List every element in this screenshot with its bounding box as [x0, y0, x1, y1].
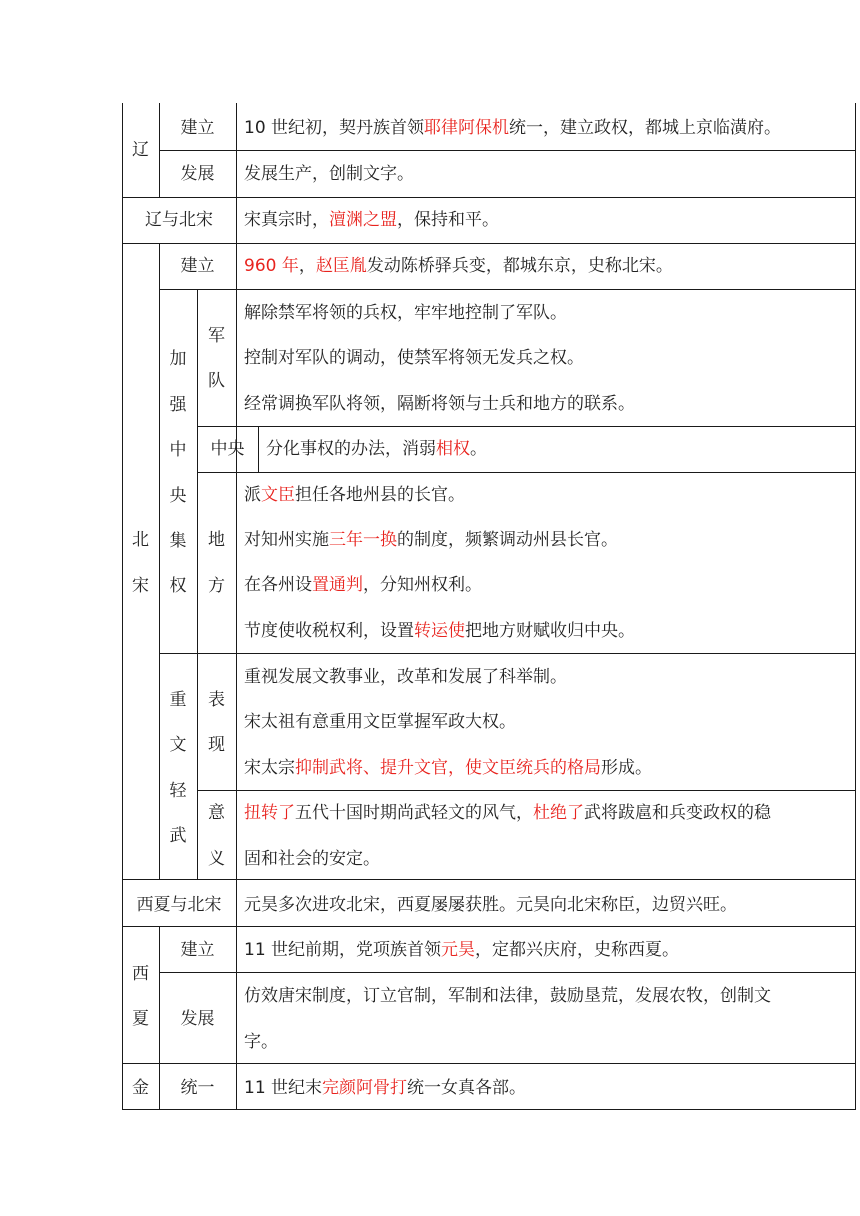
text-segment: 五代十国时期尚武轻文的风气，	[295, 803, 533, 823]
zhongyang-label: 中央	[210, 439, 245, 459]
beisong-label-1: 北	[132, 530, 149, 550]
liao-song-label: 辽与北宋	[145, 210, 213, 230]
text-segment: 宋太宗	[244, 758, 295, 778]
jin-tongyi-label: 统一	[180, 1078, 215, 1098]
zhongwen-char: 重	[169, 690, 187, 710]
jin-text	[244, 1078, 526, 1098]
highlight-text: 三年一换	[329, 530, 397, 550]
difang-line-2	[244, 530, 618, 550]
biaoxian-line-2: 宋太祖有意重用文臣掌握军政大权。	[244, 712, 516, 732]
beisong-jianli-label: 建立	[180, 256, 215, 276]
col-line-3	[258, 426, 259, 472]
table-border-right	[855, 103, 856, 1110]
text-segment: 11 世纪前期，党项族首领	[244, 940, 442, 960]
highlight-text: 杜绝了	[533, 803, 584, 823]
text-segment: ，保持和平。	[397, 210, 499, 230]
row-line	[197, 472, 856, 473]
text-segment: 的制度，频繁调动州县长官。	[397, 530, 618, 550]
text-segment: 对知州实施	[244, 530, 329, 550]
xixia-jianli-text	[244, 940, 679, 960]
difang-char: 地	[208, 530, 225, 550]
row-line	[197, 790, 856, 791]
row-line	[122, 926, 856, 927]
biaoxian-line-1: 重视发展文教事业，改革和发展了科举制。	[244, 667, 567, 687]
yiyi-line-2: 固和社会的安定。	[244, 849, 380, 869]
row-line	[159, 150, 856, 151]
liao-label: 辽	[132, 140, 149, 160]
row-line	[122, 1063, 856, 1064]
zhongwen-char: 文	[169, 735, 187, 755]
col-line-main	[236, 103, 237, 1110]
text-segment: 节度使收税权利，设置	[244, 621, 414, 641]
highlight-text: 文臣	[261, 485, 295, 505]
highlight-text: 澶渊之盟	[329, 210, 397, 230]
text-segment: 派	[244, 485, 261, 505]
biaoxian-char: 表	[208, 690, 225, 710]
row-line	[159, 972, 856, 973]
highlight-text: 赵匡胤	[315, 256, 367, 276]
xixia-fazhan-line-2: 字。	[244, 1032, 278, 1052]
text-segment: 宋真宗时，	[244, 210, 329, 230]
difang-char: 方	[208, 576, 225, 596]
highlight-text: 置通判	[312, 575, 363, 595]
xixia-label-1: 西	[132, 964, 149, 984]
xixia-song-label: 西夏与北宋	[136, 895, 222, 915]
liao-jianli-label: 建立	[180, 118, 215, 138]
text-segment: 形成。	[601, 758, 652, 778]
row-line	[122, 879, 856, 880]
xixia-song-text: 元昊多次进攻北宋，西夏屡屡获胜。元昊向北宋称臣，边贸兴旺。	[244, 895, 737, 915]
text-segment: 在各州设	[244, 575, 312, 595]
jiaqiang-char: 权	[169, 576, 187, 596]
jiaqiang-char: 强	[169, 395, 187, 415]
highlight-text: 相权	[436, 439, 470, 459]
yiyi-line-1	[244, 803, 771, 823]
jiaqiang-char: 加	[169, 349, 187, 369]
zhongwen-char: 轻	[169, 781, 187, 801]
xixia-fazhan-line-1: 仿效唐宋制度，订立官制，军制和法律，鼓励垦荒，发展农牧，创制文	[244, 986, 771, 1006]
liao-fazhan-label: 发展	[180, 164, 215, 184]
text-segment: 11 世纪末	[244, 1078, 323, 1098]
row-line	[122, 243, 856, 244]
xixia-label-2: 夏	[132, 1009, 149, 1029]
row-line	[159, 289, 856, 290]
jundui-line-1: 解除禁军将领的兵权，牢牢地控制了军队。	[244, 303, 567, 323]
text-segment: 10 世纪初，契丹族首领	[244, 118, 425, 138]
beisong-jianli-text	[244, 256, 673, 276]
row-line	[159, 653, 856, 654]
table-border-left	[122, 103, 123, 1110]
zhongwen-char: 武	[169, 826, 187, 846]
jiaqiang-char: 央	[169, 486, 187, 506]
liao-song-text	[244, 210, 499, 230]
jiaqiang-char: 中	[169, 440, 187, 460]
highlight-text: 转运使	[414, 621, 465, 641]
text-segment: 统一，建立政权，都城上京临潢府。	[509, 118, 782, 138]
highlight-text: 抑制武将、提升文官，使文臣统兵的格局	[295, 758, 601, 778]
beisong-label-2: 宋	[132, 576, 149, 596]
biaoxian-char: 现	[208, 735, 225, 755]
liao-fazhan-text: 发展生产，创制文字。	[244, 164, 414, 184]
text-segment: 武将跋扈和兵变政权的稳	[584, 803, 771, 823]
highlight-text: 扭转了	[244, 803, 295, 823]
text-segment: 。	[470, 439, 487, 459]
jiaqiang-char: 集	[169, 531, 187, 551]
biaoxian-line-3	[244, 758, 652, 778]
text-segment: ，	[298, 256, 316, 276]
table-border-bottom	[122, 1109, 856, 1110]
difang-line-3	[244, 575, 482, 595]
jundui-char: 军	[208, 326, 225, 346]
text-segment: 分化事权的办法，消弱	[266, 439, 436, 459]
liao-jianli-text	[244, 118, 781, 138]
jundui-line-3: 经常调换军队将领，隔断将领与士兵和地方的联系。	[244, 394, 635, 414]
xixia-fazhan-label: 发展	[180, 1009, 215, 1029]
text-segment: 把地方财赋收归中央。	[465, 621, 635, 641]
row-line	[197, 426, 856, 427]
text-segment: ，分知州权利。	[363, 575, 482, 595]
row-line	[122, 197, 856, 198]
jin-label: 金	[132, 1078, 149, 1098]
text-segment: 发动陈桥驿兵变，都城东京，史称北宋。	[366, 256, 673, 276]
xixia-jianli-label: 建立	[180, 940, 215, 960]
yiyi-char: 意	[208, 803, 225, 823]
text-segment: 担任各地州县的长官。	[295, 485, 465, 505]
jundui-char: 队	[208, 371, 225, 391]
highlight-text: 完颜阿骨打	[322, 1078, 408, 1098]
highlight-text: 耶律阿保机	[424, 118, 510, 138]
text-segment: ，定都兴庆府，史称西夏。	[475, 940, 680, 960]
highlight-text: 元昊	[441, 940, 476, 960]
difang-line-4	[244, 621, 635, 641]
text-segment: 统一女真各部。	[407, 1078, 527, 1098]
difang-line-1	[244, 485, 465, 505]
zhongyang-text	[266, 439, 487, 459]
yiyi-char: 义	[208, 849, 225, 869]
jundui-line-2: 控制对军队的调动，使禁军将领无发兵之权。	[244, 348, 584, 368]
highlight-text: 960 年	[244, 256, 299, 276]
